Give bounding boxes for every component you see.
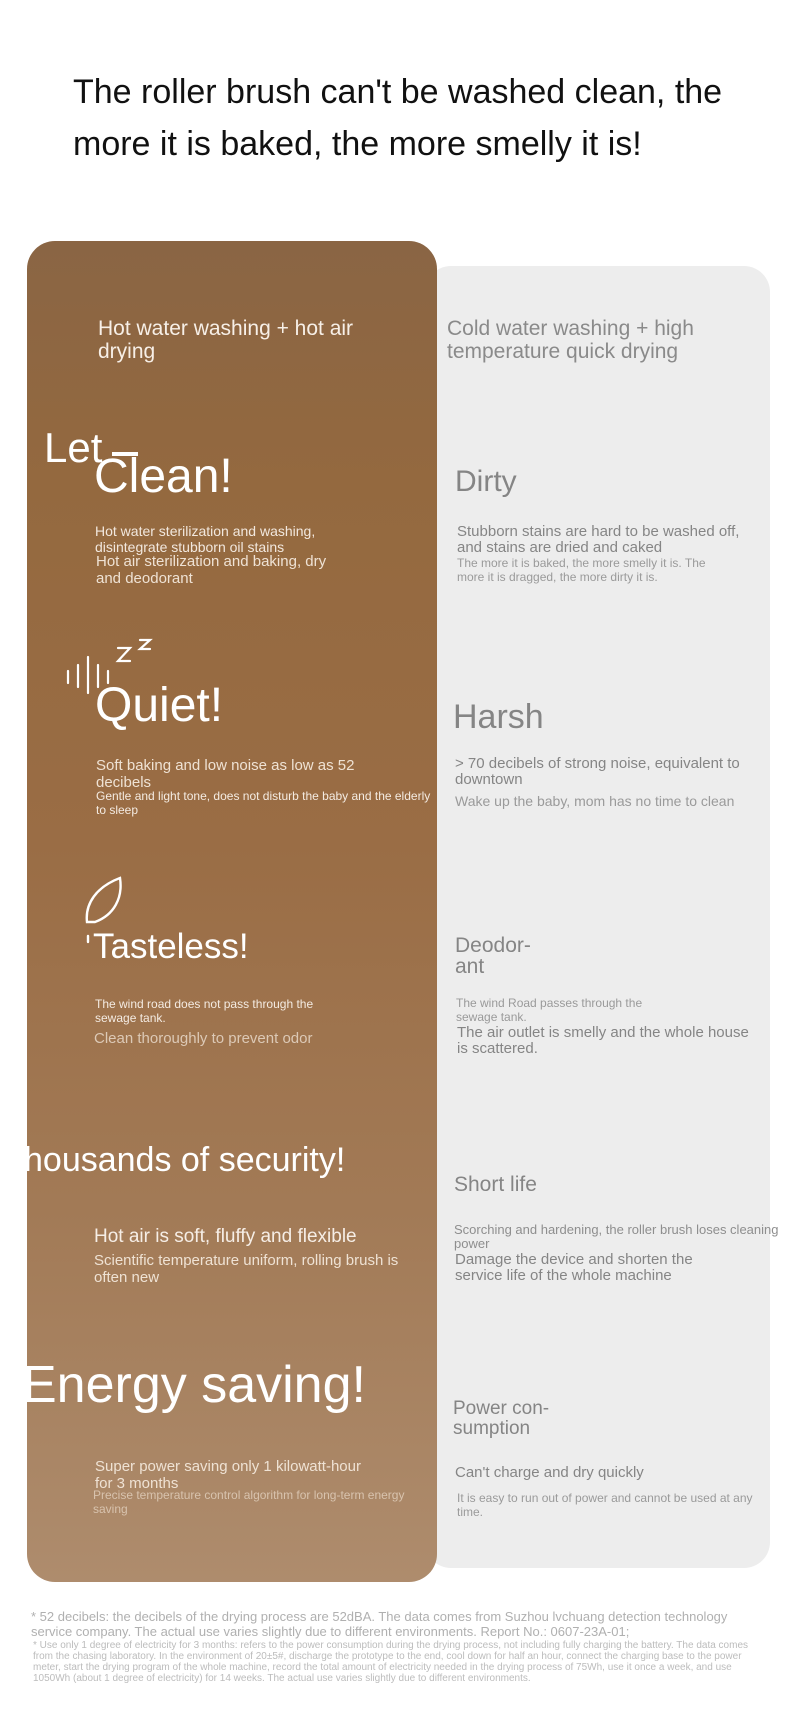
clean-title: Clean! bbox=[94, 450, 233, 503]
footnote-decibels: * 52 decibels: the decibels of the drying process are 52dBA. The data comes from Suzhou lvchuang detection technology service company. The actual use varies slightly due to different environments. Report No.: 0607-23A-01; bbox=[31, 1609, 728, 1639]
short-life-line-2: Damage the device and shorten the service life of the whole machine bbox=[455, 1251, 693, 1284]
security-title: housands of security! bbox=[24, 1141, 346, 1179]
deodorant-line-2: The air outlet is smelly and the whole house is scattered. bbox=[457, 1024, 749, 1057]
tasteless-line-2: Clean thoroughly to prevent odor bbox=[94, 1030, 313, 1047]
tasteless-title: Tasteless! bbox=[93, 927, 249, 966]
harsh-line-2: Wake up the baby, mom has no time to clean bbox=[455, 793, 735, 809]
let-watermark: Let bbox=[44, 424, 103, 471]
clean-line-1: Hot water sterilization and washing, disintegrate stubborn oil stains bbox=[95, 523, 316, 555]
deodorant-line-1: The wind Road passes through the sewage tank. bbox=[456, 996, 643, 1024]
power-line-2: It is easy to run out of power and cannot be used at any time. bbox=[457, 1491, 753, 1519]
security-line-2: Scientific temperature uniform, rolling brush is often new bbox=[94, 1252, 399, 1286]
harsh-title: Harsh bbox=[453, 698, 544, 736]
tasteless-line-1: The wind road does not pass through the sewage tank. bbox=[95, 997, 314, 1025]
dirty-title: Dirty bbox=[455, 465, 517, 498]
dirty-line-2: The more it is baked, the more smelly it is. The more it is dragged, the more dirty it is. bbox=[457, 556, 706, 584]
comparison-panel-other bbox=[425, 266, 770, 1568]
short-life-title: Short life bbox=[454, 1173, 537, 1196]
energy-line-1: Super power saving only 1 kilowatt-hour for 3 months bbox=[95, 1458, 361, 1492]
power-consumption-title: Power con- sumption bbox=[453, 1398, 550, 1439]
harsh-line-1: > 70 decibels of strong noise, equivalent to downtown bbox=[455, 755, 740, 788]
product-method-header: Hot water washing + hot air drying bbox=[98, 317, 354, 363]
clean-line-2: Hot air sterilization and baking, dry and deodorant bbox=[96, 553, 327, 587]
short-life-line-1: Scorching and hardening, the roller brush loses cleaning power bbox=[454, 1222, 779, 1251]
footnote-electricity: * Use only 1 degree of electricity for 3 months: refers to the power consumption during the drying process, not including fully charging the battery. The data comes from the chasing laboratory. In the environment of 20±5#, discharge the prototype to the end, cool down for half an hour, connect the charging base to the power meter, start the drying program of the whole machine, record the total amount of electricity needed in the drying process of 75Wh, use it once a week, and use 1050Wh (about 1 degree of electricity) for 14 weeks. The actual use varies slightly due to different environments. bbox=[33, 1640, 749, 1684]
power-line-1: Can't charge and dry quickly bbox=[455, 1464, 644, 1481]
quiet-line-1: Soft baking and low noise as low as 52 decibels bbox=[96, 757, 355, 791]
quiet-line-2: Gentle and light tone, does not disturb the baby and the elderly to sleep bbox=[96, 789, 431, 817]
dirty-line-1: Stubborn stains are hard to be washed off, and stains are dried and caked bbox=[457, 523, 740, 556]
energy-saving-title: Energy saving! bbox=[22, 1356, 366, 1414]
other-method-header: Cold water washing + high temperature quick drying bbox=[447, 317, 694, 363]
quiet-title: Quiet! bbox=[95, 679, 224, 732]
headline: The roller brush can't be washed clean, the more it is baked, the more smelly it is! bbox=[73, 73, 723, 163]
energy-line-2: Precise temperature control algorithm for long-term energy saving bbox=[93, 1488, 405, 1516]
deodorant-title: Deodor- ant bbox=[455, 934, 531, 978]
security-line-1: Hot air is soft, fluffy and flexible bbox=[94, 1226, 357, 1247]
